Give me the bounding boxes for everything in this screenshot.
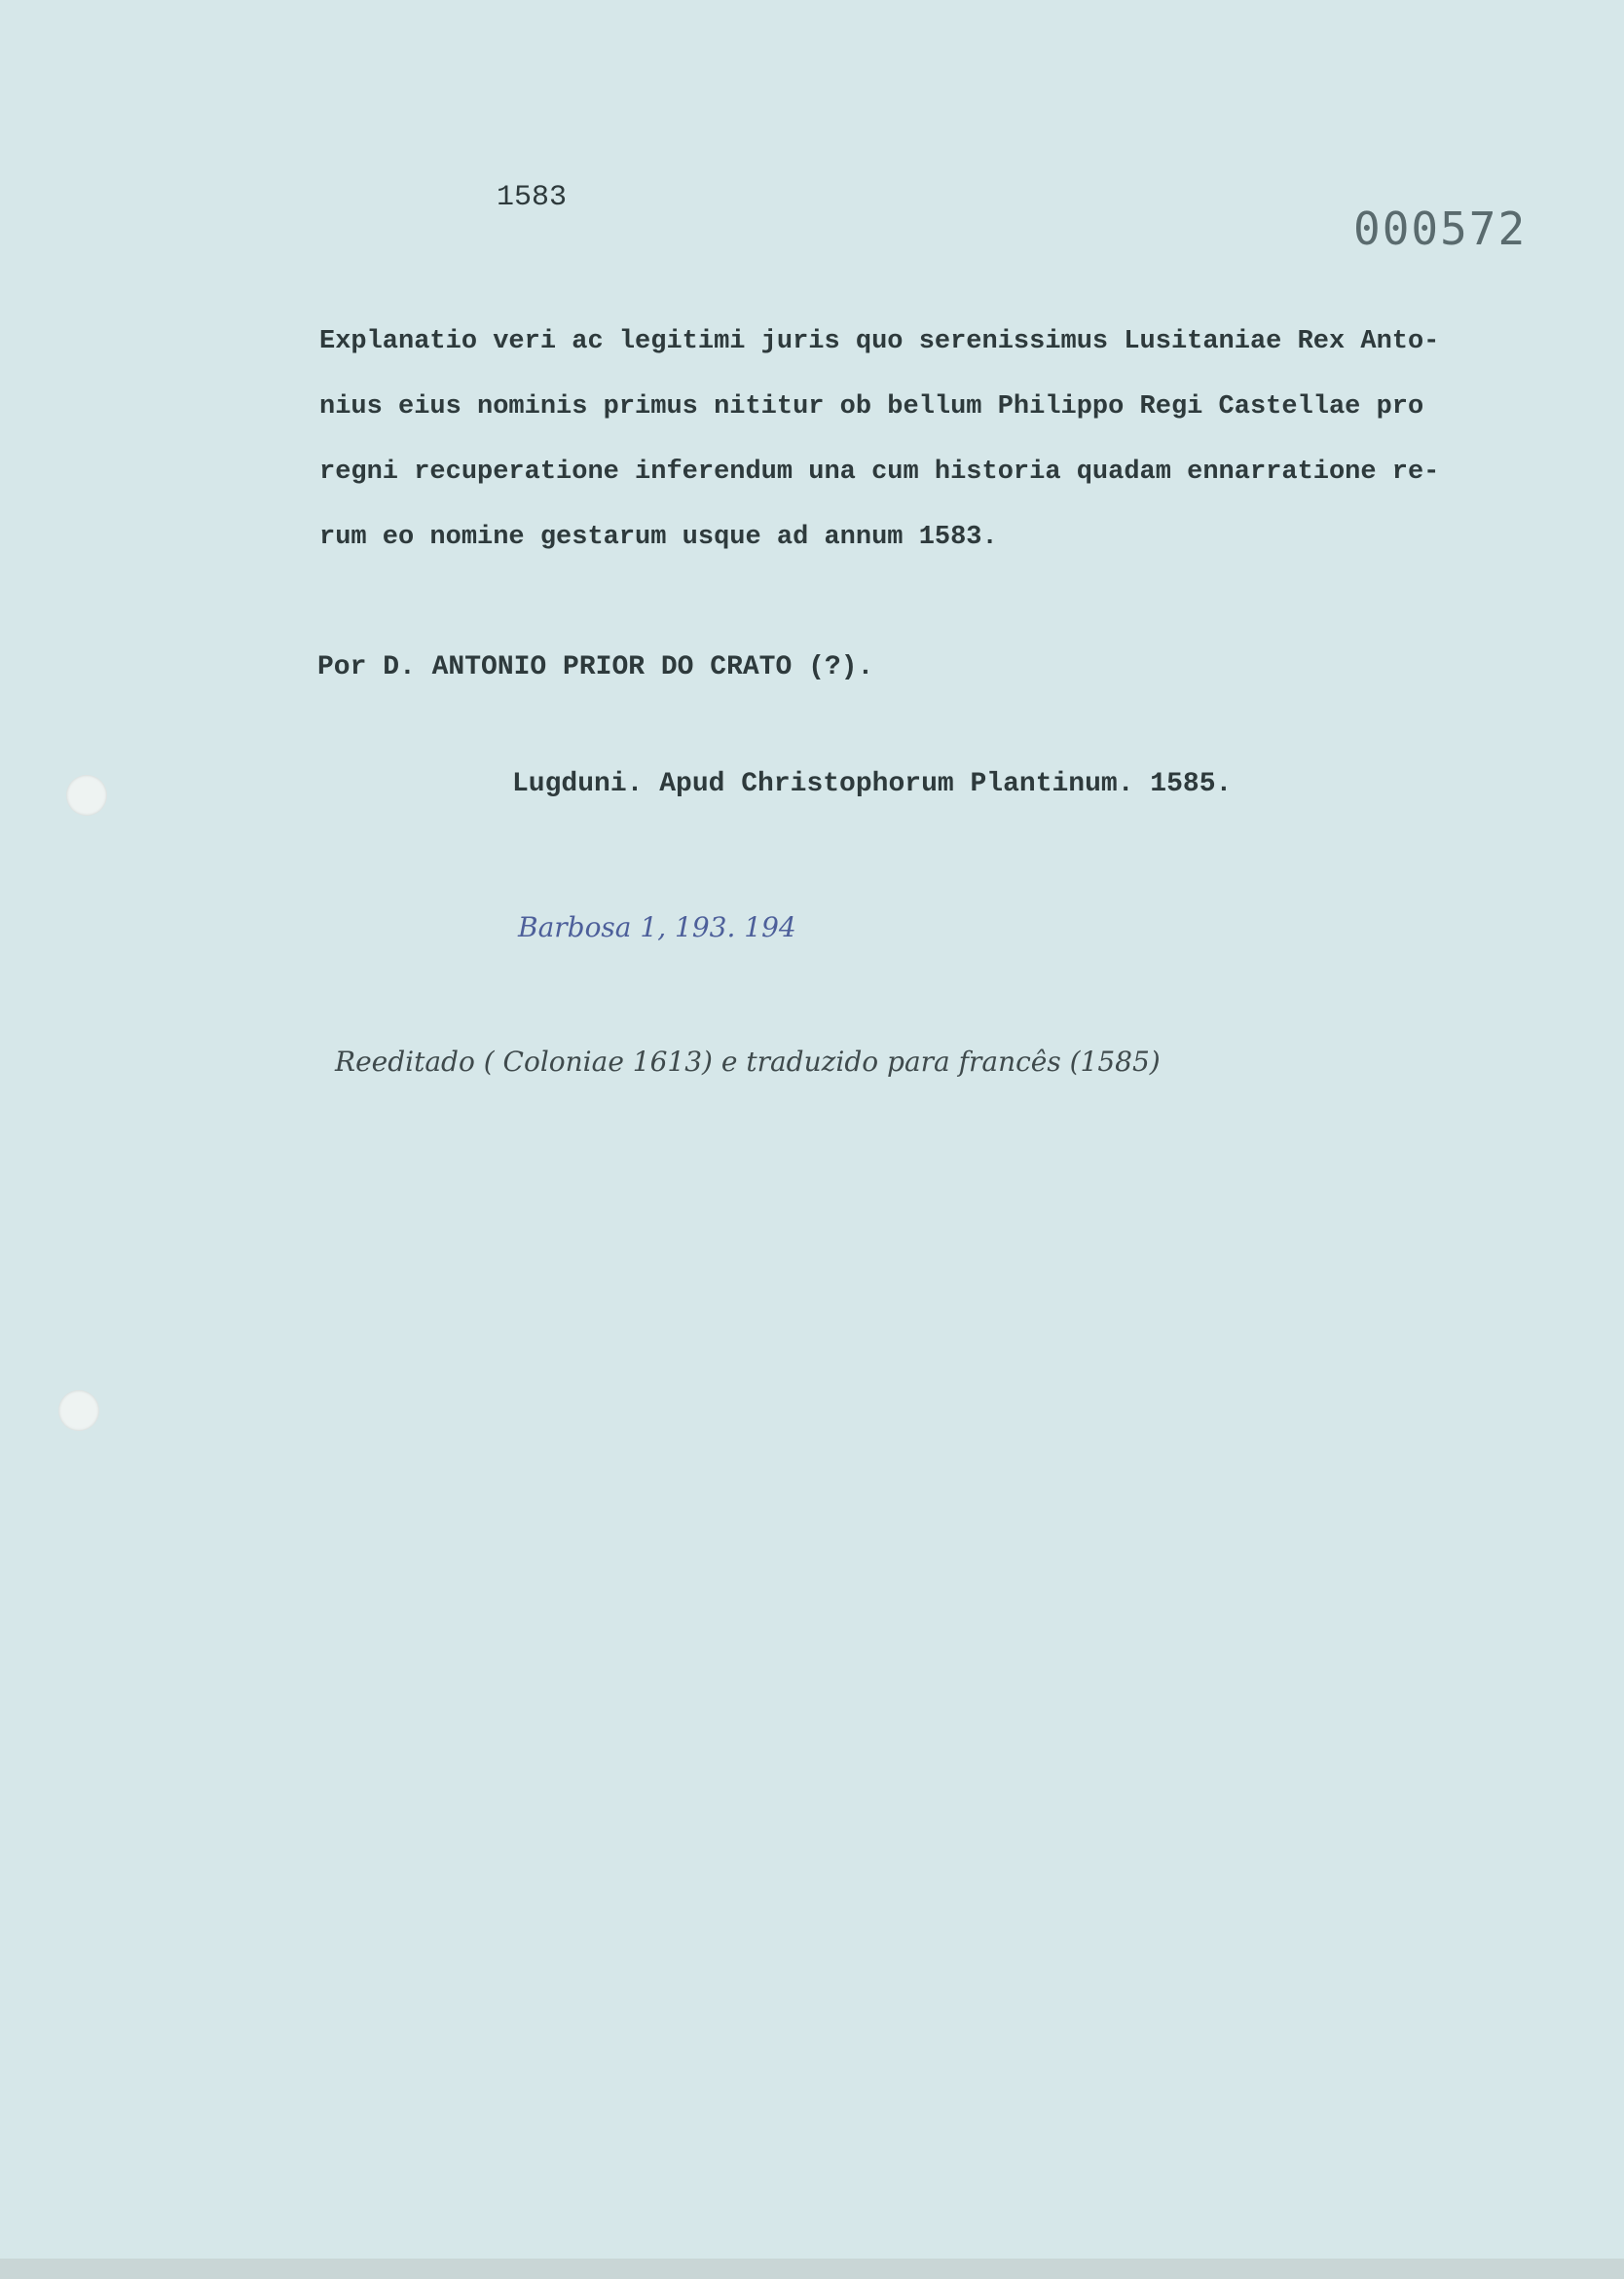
title-line: nius eius nominis primus nititur ob bellum Philippo Regi Castellae pro [319, 392, 1424, 422]
stamp-number: 000572 [1353, 202, 1528, 255]
scan-edge [0, 2259, 1624, 2279]
title-line: rum eo nomine gestarum usque ad annum 1583. [319, 523, 998, 552]
handwritten-reference: Barbosa 1, 193. 194 [518, 911, 796, 943]
card-year: 1583 [497, 181, 568, 214]
author-line: Por D. ANTONIO PRIOR DO CRATO (?). [317, 652, 874, 682]
punch-hole [58, 1390, 99, 1431]
title-block [319, 310, 1595, 570]
title-line: Explanatio veri ac legitimi juris quo serenissimus Lusitaniae Rex Anto- [319, 327, 1440, 356]
punch-hole [66, 775, 107, 816]
title-line: regni recuperatione inferendum una cum historia quadam ennarratione re- [319, 458, 1440, 487]
handwritten-note: Reeditado ( Coloniae 1613) e traduzido para francês (1585) [335, 1046, 1161, 1078]
imprint-line: Lugduni. Apud Christophorum Plantinum. 1585. [512, 769, 1233, 799]
